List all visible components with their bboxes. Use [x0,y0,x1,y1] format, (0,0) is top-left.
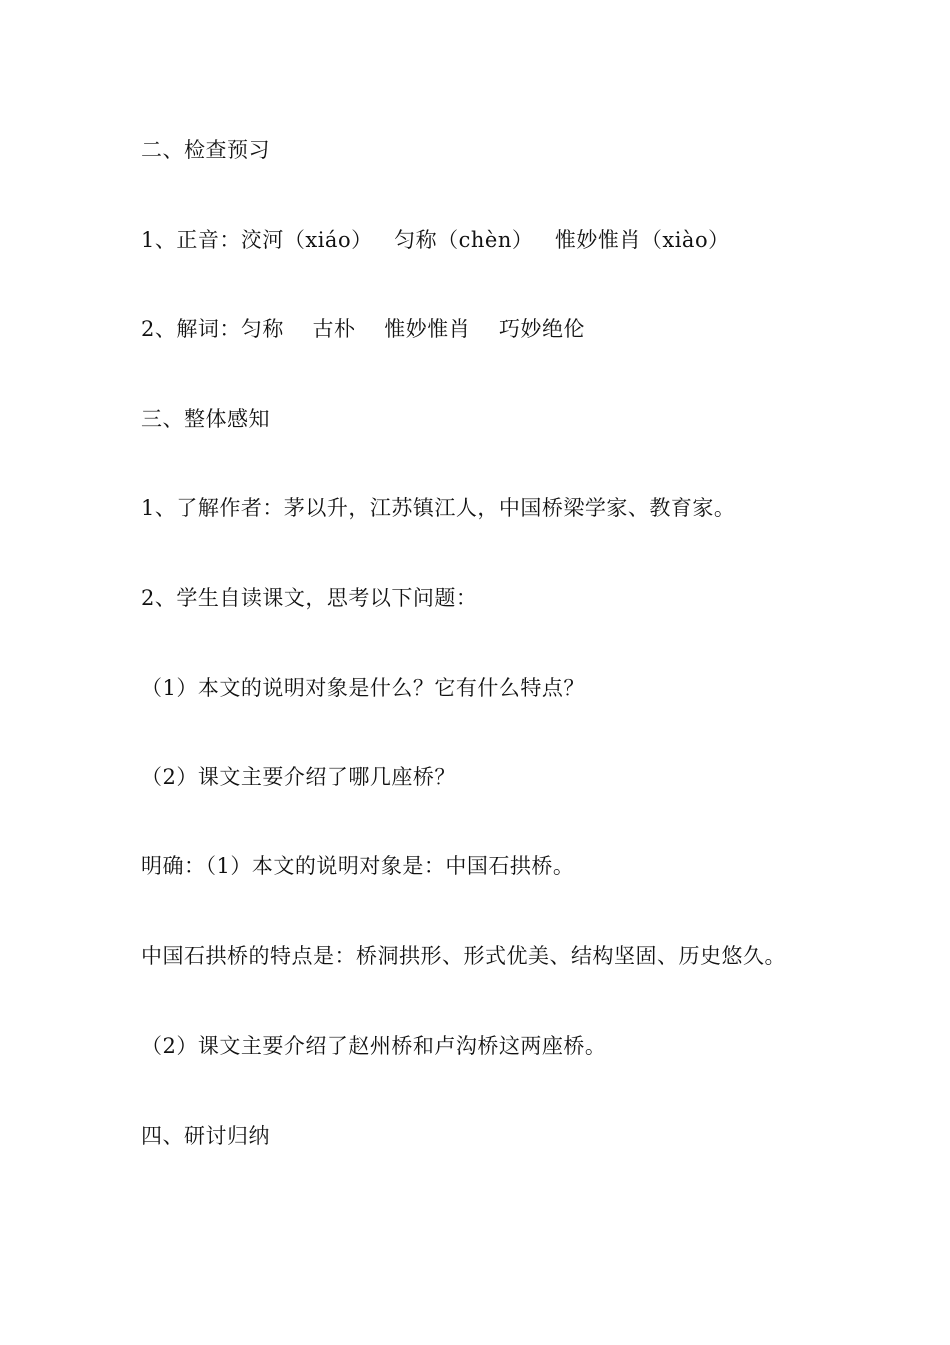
section-heading-discussion: 四、研讨归纳 [141,1124,270,1148]
answer-2: （2）课文主要介绍了赵州桥和卢沟桥这两座桥。 [141,1034,607,1058]
section-heading-overall: 三、整体感知 [141,407,270,431]
vocabulary-line: 2、解词：匀称 古朴 惟妙惟肖 巧妙绝伦 [141,317,585,341]
question-1: （1）本文的说明对象是什么？它有什么特点？ [141,676,585,700]
answer-1: 明确：（1）本文的说明对象是：中国石拱桥。 [141,854,575,878]
pronunciation-line: 1、正音：洨河（xiáo） 匀称（chèn） 惟妙惟肖（xiào） [141,228,730,252]
reading-task-line: 2、学生自读课文，思考以下问题： [141,586,478,610]
author-line: 1、了解作者：茅以升，江苏镇江人，中国桥梁学家、教育家。 [141,496,736,520]
question-2: （2）课文主要介绍了哪几座桥？ [141,765,456,789]
section-heading-preview-check: 二、检查预习 [141,138,270,162]
answer-1-features: 中国石拱桥的特点是：桥洞拱形、形式优美、结构坚固、历史悠久。 [141,944,786,968]
